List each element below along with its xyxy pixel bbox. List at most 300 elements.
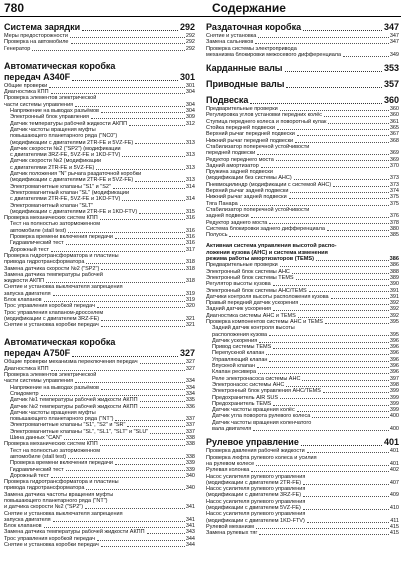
toc-entry-title: (модификации с двигателями 2TR-FE и 1KD-FTV) (10, 208, 138, 215)
toc-entry-title: (модификации с двигателем 3RZ-FE) (4, 315, 100, 322)
dot-leader (135, 181, 185, 182)
toc-entry-title: Напряжение на выводах разъёмов (10, 108, 99, 115)
toc-entry-page: 292 (185, 45, 195, 52)
toc-entry-page: 313 (185, 152, 195, 159)
dot-leader (101, 546, 185, 547)
toc-entry-line: Тест на полностью заторможенном (10, 447, 101, 454)
toc-entry-page: 292 (185, 33, 195, 39)
toc-entry (4, 485, 195, 491)
dot-leader (324, 116, 389, 117)
dot-leader (333, 186, 389, 187)
toc-entry-page: 318 (185, 259, 195, 266)
toc-entry-title: Перепускной клапан (212, 350, 265, 357)
toc-entry-page: 340 (185, 472, 195, 479)
toc-entry-page: 399 (389, 388, 399, 395)
toc-entry-page: 360 (389, 112, 399, 119)
dot-leader (289, 198, 389, 199)
toc-entry-page: 316 (185, 240, 195, 247)
toc-entry-page: 314 (185, 196, 195, 203)
toc-entry-title: Впускной клапан (212, 363, 255, 370)
section-page: 301 (179, 71, 195, 82)
toc-entry-title: Дорожный тест (10, 472, 49, 479)
dot-leader (100, 445, 185, 446)
toc-entry-title: Ступица переднего колеса и поворотный кулак (206, 118, 327, 125)
toc-entry-title: с двигателями 2TR-FE, 5VZ-FE и 1KD-FTV) (10, 196, 121, 203)
toc-entry-page: 365 (389, 125, 399, 132)
toc-entry-page: 336 (185, 403, 195, 410)
section-page: 347 (383, 22, 399, 32)
toc-entry-page: 396 (389, 350, 399, 357)
toc-list (206, 106, 399, 238)
toc-entry-line: Проверка системы электропривода (206, 45, 297, 52)
toc-entry-title: Датчик №2 температуры рабочей жидкости АКПП (10, 403, 138, 410)
dot-leader (101, 320, 185, 321)
toc-entry-title: механизма блокировки межосевого дифференциала (206, 51, 342, 58)
dot-leader (51, 251, 185, 252)
dot-leader (297, 411, 389, 412)
toc-entry-title: Нижний рычаг задней подвески (206, 194, 287, 201)
toc-entry-title: Спидометр (10, 390, 39, 397)
toc-entry-title: Замена рулевых тяг (206, 530, 258, 537)
dot-leader (269, 223, 388, 224)
subsection-heading (206, 243, 399, 262)
dot-leader (325, 323, 389, 324)
toc-entry-line: Задний датчик контроля высоты (212, 325, 295, 332)
dot-leader (277, 129, 389, 130)
toc-entry-page: 396 (389, 356, 399, 363)
toc-entry-title: Трос управления коробкой передач (4, 535, 95, 542)
toc-entry-title: Диагностика КПП (4, 89, 49, 96)
toc-entry (4, 322, 195, 328)
toc-entry-title: Проверка компонентов системы AHC и TEMS (206, 318, 323, 325)
toc-list (206, 448, 399, 536)
toc-entry-page: 292 (185, 39, 195, 46)
toc-list (4, 359, 195, 548)
section-heading (206, 95, 399, 106)
toc-entry-page: 395 (389, 318, 399, 325)
toc-entry (206, 413, 399, 419)
section-title-cont: передач A340F (4, 71, 71, 82)
dot-leader (68, 458, 185, 459)
toc-entry-title: Задний амортизатор (206, 162, 259, 169)
toc-entry-title: Датчик угла поворота рулевого колеса (212, 413, 311, 420)
toc-entry-title: Общие проверки механизма переключения передач (4, 359, 138, 366)
dot-leader (44, 527, 185, 528)
dot-leader (64, 439, 185, 440)
toc-entry-line: Замена датчика температуры рабочей (4, 271, 103, 278)
toc-entry-title: Электромагнитные клапаны "SL", "SL1", "SLT" и "SLU" (10, 428, 149, 435)
dot-leader (122, 156, 184, 157)
toc-list (4, 33, 195, 52)
toc-entry-title: вала двигателя (212, 426, 252, 433)
toc-entry-title: Замена датчика скорости №2 ("SP2") (4, 265, 100, 272)
toc-entry-title: Датчик №1 температуры рабочей жидкости АКПП (10, 397, 138, 404)
dot-leader (296, 279, 389, 280)
toc-entry-page: 338 (185, 441, 195, 448)
section-title: Рулевое управление (206, 437, 299, 448)
toc-entry-title: (модификации с двигателем 5VZ-FE) (206, 505, 301, 511)
toc-entry (4, 140, 195, 146)
toc-entry-line: Снятие и установка выключателя запрещения (4, 510, 123, 517)
toc-entry (4, 278, 195, 284)
toc-entry-line: Насос усилителя рулевого управления (206, 511, 306, 518)
toc-entry-page: 411 (390, 517, 399, 524)
toc-entry-page: 369 (389, 150, 399, 157)
toc-entry (4, 404, 195, 410)
dot-leader (51, 370, 185, 371)
dot-leader (298, 317, 389, 318)
toc-entry-title: Датчики контроля высоты расположения кузова (206, 293, 329, 300)
toc-entry-page: 380 (389, 225, 399, 232)
toc-entry (4, 196, 195, 202)
toc-entry-line: Замена датчика частоты вращения муфты (4, 491, 114, 498)
toc-entry (4, 152, 195, 158)
toc-entry-title: Генератор (4, 45, 31, 52)
toc-entry-title: (модификации без системы AHC) (206, 175, 292, 182)
toc-entry-page: 312 (185, 120, 195, 127)
dot-leader (297, 135, 389, 136)
dot-leader (91, 118, 185, 119)
toc-entry-title: Электронный блок системы TEMS (206, 274, 294, 281)
toc-entry-page: 318 (185, 265, 195, 272)
dot-leader (86, 263, 184, 264)
page-title: Содержание (212, 1, 286, 15)
dot-leader (273, 285, 389, 286)
toc-entry-page: 400 (389, 426, 399, 433)
section-page: 292 (179, 22, 195, 32)
dot-leader (139, 213, 185, 214)
dot-leader (280, 266, 389, 267)
toc-entry-title: автомобиле (stall test) (10, 453, 67, 460)
toc-entry (4, 89, 195, 95)
dot-leader (140, 363, 185, 364)
toc-entry-title: Предварительные проверки (206, 262, 278, 269)
toc-entry-title: Реле электронасоса системы AHC (212, 375, 301, 382)
dot-leader (251, 471, 388, 472)
toc-entry (4, 121, 195, 127)
section-heading (206, 22, 399, 33)
dot-leader (251, 217, 389, 218)
subsection-title: ложения кузова (AHC) и система изменения (206, 249, 328, 256)
toc-entry-line: Стабилизатор поперечной устойчивости (206, 143, 310, 150)
toc-entry-title: Блок клапанов (4, 523, 42, 530)
toc-entry-title: Блок клапанов (4, 296, 42, 303)
toc-entry-page: 367 (389, 131, 399, 138)
toc-entry-line: Насос усилителя рулевого управления (206, 473, 306, 480)
dot-leader (273, 310, 389, 311)
toc-entry-title: Электронный блок системы AHC/TEMS (206, 287, 307, 294)
toc-entry-title: Нижний рычаг передней подвески (206, 137, 294, 144)
toc-entry-page: 316 (185, 234, 195, 241)
toc-entry-title: Проверка давления рабочей жидкости (206, 448, 305, 455)
toc-entry-page: 339 (185, 466, 195, 473)
section-page: 357 (383, 79, 399, 90)
toc-entry-page: 407 (389, 479, 399, 486)
dot-leader (70, 37, 185, 38)
toc-entry-title: Датчик частоты вращения колёс (212, 407, 295, 414)
toc-entry-page: 391 (389, 293, 399, 300)
subsection-page: 386 (389, 256, 399, 263)
toc-entry-title: Дорожный тест (10, 246, 49, 253)
toc-entry-page: 401 (389, 448, 399, 455)
dot-leader (115, 420, 184, 421)
toc-entry-title: Регулировка углов установки передних колёс (206, 112, 323, 119)
dot-leader (96, 169, 184, 170)
toc-entry-title: Тяга Панара (206, 200, 238, 207)
dot-leader (75, 106, 185, 107)
dot-leader (240, 205, 389, 206)
section-title: Раздаточная коробка (206, 22, 302, 32)
dot-leader (85, 508, 185, 509)
toc-entry-page: 390 (389, 281, 399, 288)
toc-entry-page: 347 (389, 39, 399, 46)
toc-entry-title: Снятие и установка коробки передач (4, 322, 99, 329)
toc-entry-title: на рулевом колесе (206, 460, 255, 467)
dot-leader (256, 465, 389, 466)
dot-leader (257, 154, 389, 155)
toc-entry-page: 344 (185, 542, 195, 549)
toc-entry-page: 415 (389, 523, 399, 530)
toc-entry-page: 399 (389, 400, 399, 407)
dot-leader (290, 192, 388, 193)
subsection-title: режима работы амортизаторов (TEMS) (206, 256, 315, 263)
dot-leader (51, 477, 185, 478)
toc-entry-page: 320 (185, 303, 195, 310)
toc-entry-page: 370 (389, 162, 399, 169)
dot-leader (259, 534, 388, 535)
dot-leader (303, 509, 389, 510)
toc-entry-page: 341 (185, 504, 195, 511)
toc-entry-page: 391 (389, 287, 399, 294)
toc-entry-title: Общие проверки (4, 82, 48, 89)
toc-entry-title: привода гидротрансформатора (4, 485, 85, 492)
dot-leader (113, 188, 185, 189)
toc-entry-line: повышающего планетарного ряда ("NT") (4, 498, 108, 504)
toc-entry-page: 316 (185, 215, 195, 222)
toc-entry-page: 396 (389, 337, 399, 344)
toc-entry-page: 373 (389, 175, 399, 182)
toc-entry-page: 313 (185, 164, 195, 171)
toc-entry (4, 46, 195, 52)
toc-entry-title: автомобиле (stall test) (10, 227, 67, 234)
toc-entry-page: 316 (185, 227, 195, 234)
toc-entry-title: (модификации с двигателем 2TR-FE) (206, 479, 302, 486)
toc-entry-page: 385 (389, 232, 399, 239)
toc-entry-line: Датчик частоты вращения муфты (10, 126, 96, 133)
dot-leader (150, 433, 185, 434)
dot-leader (300, 304, 389, 305)
dot-leader (307, 522, 389, 523)
toc-entry-title: Стойка передней подвески (206, 125, 275, 132)
toc-entry-page: 392 (389, 312, 399, 319)
dot-leader (32, 50, 184, 51)
dot-leader (51, 93, 185, 94)
toc-entry-title: с двигателями 2TR-FE и 5VZ-FE) (10, 164, 95, 171)
toc-entry-title: Система блокировки заднего дифференциала (206, 225, 325, 232)
left-column (4, 22, 195, 548)
toc-entry-title: Проверка механических систем КПП (4, 215, 98, 222)
toc-entry-page: 349 (389, 51, 399, 58)
toc-entry-page: 309 (185, 114, 195, 121)
section-title: Система зарядки (4, 22, 81, 32)
section-page: 401 (383, 437, 399, 448)
toc-entry (206, 505, 399, 511)
toc-entry-page: 360 (389, 106, 399, 113)
dot-leader (101, 389, 185, 390)
dot-leader (280, 110, 389, 111)
toc-entry-title: Правый передний датчик ускорения (206, 300, 299, 307)
toc-entry-title: Управляющий клапан (212, 356, 268, 363)
toc-entry-title: (модификации с двигателем 1KD-FTV) (206, 517, 305, 524)
toc-entry-page: 337 (185, 422, 195, 429)
toc-entry-title: Электронный блок управления (10, 114, 89, 121)
dot-leader (323, 392, 389, 393)
toc-entry-title: Редуктор заднего моста (206, 219, 268, 226)
toc-entry-page: 401 (389, 460, 399, 467)
toc-entry-title: жидкости АКПП (4, 278, 45, 285)
dot-leader (71, 43, 185, 44)
toc-entry-line: Электромагнитный клапан "SL" (модификации (10, 189, 130, 196)
toc-entry-title: Гидравлический тест (10, 240, 64, 247)
dot-leader (44, 301, 185, 302)
toc-entry-page: 378 (389, 219, 399, 226)
dot-leader (129, 125, 185, 126)
toc-entry (4, 184, 195, 190)
dot-leader (257, 367, 389, 368)
toc-entry-page: 339 (185, 460, 195, 467)
toc-entry-title: (модификации с двигателем 3RZ-FE) (206, 492, 302, 499)
page-header (0, 0, 401, 16)
dot-leader (229, 236, 388, 237)
section-heading (4, 337, 195, 359)
toc-entry-page: 392 (389, 306, 399, 313)
section-title: Подвеска (206, 95, 249, 106)
dot-leader (276, 160, 389, 161)
dot-leader (127, 426, 184, 427)
dot-leader (49, 87, 185, 88)
toc-entry (206, 163, 399, 169)
dot-leader (101, 326, 185, 327)
dot-leader (75, 382, 185, 383)
toc-entry-title: Электронасос системы AHC (212, 381, 285, 388)
toc-entry (4, 215, 195, 221)
toc-entry-title: Шина данных "CAN" (10, 435, 62, 442)
toc-entry-page: 343 (185, 529, 195, 536)
toc-entry-title: Клапан ресивера (212, 369, 257, 376)
section-title-cont: передач A750F (4, 348, 71, 359)
toc-entry-line: Проверка элементов электрической (4, 372, 97, 379)
toc-entry-page: 304 (185, 89, 195, 96)
dot-leader (294, 179, 389, 180)
toc-entry (4, 542, 195, 548)
toc-entry (4, 303, 195, 309)
dot-leader (135, 143, 185, 144)
toc-entry (4, 266, 195, 272)
dot-leader (115, 238, 185, 239)
dot-leader (140, 407, 185, 408)
toc-entry (4, 441, 195, 447)
toc-entry-page: 334 (185, 390, 195, 397)
toc-entry-page: 374 (389, 188, 399, 195)
toc-entry-page: 318 (185, 278, 195, 285)
dot-leader (307, 452, 389, 453)
dot-leader (258, 373, 389, 374)
toc-entry-title: Редуктор переднего моста (206, 156, 274, 163)
toc-entry-line: Трос управления клапаном-дросселем (4, 309, 104, 316)
dot-leader (309, 291, 389, 292)
toc-entry-page: 335 (185, 397, 195, 404)
dot-leader (68, 232, 185, 233)
section-heading (206, 79, 399, 90)
dot-leader (101, 112, 185, 113)
toc-entry-line: Пружина задней подвески (206, 169, 273, 176)
dot-leader (147, 533, 185, 534)
dot-leader (273, 348, 389, 349)
toc-entry-line: Снятие и установка выключателя запрещения (4, 284, 123, 291)
toc-entry-page: 337 (185, 416, 195, 423)
toc-entry (4, 473, 195, 479)
toc-entry-title: (модификации с двигателями 2TR-FE и 5VZ-FE) (10, 177, 134, 184)
toc-entry (206, 492, 399, 498)
dot-leader (53, 521, 185, 522)
toc-entry-page: 321 (185, 315, 195, 322)
toc-entry-page: 313 (185, 139, 195, 146)
toc-entry-title: запуска двигателя (4, 516, 51, 523)
dot-leader (253, 430, 389, 431)
toc-entry-title: Электронный блок управления AHC/TEMS (212, 388, 321, 395)
subsection-title: Активная система управления высотой распо- (206, 243, 337, 250)
toc-entry-line: Датчик частоты вращения коленчатого (212, 419, 312, 426)
toc-entry-page: 327 (185, 365, 195, 372)
toc-entry-line: Проверка гидротрансформатора и пластины (4, 479, 119, 486)
dot-leader (303, 484, 389, 485)
dot-leader (273, 405, 388, 406)
header-rule (0, 16, 401, 17)
toc-entry-page: 341 (185, 523, 195, 530)
toc-entry-page: 399 (389, 394, 399, 401)
toc-entry-title: Проверка времени включения передачи (10, 234, 113, 241)
dot-leader (97, 540, 185, 541)
toc-entry-page: 392 (389, 300, 399, 307)
section-title: Автоматическая коробка (4, 60, 116, 71)
toc-entry-page: 368 (389, 137, 399, 144)
toc-entry-line: Датчик скорости №2 ("SP2") (модификации (10, 145, 121, 152)
toc-entry-title: Замена сальников (206, 39, 254, 46)
toc-entry-page: 338 (185, 435, 195, 442)
toc-entry-page: 375 (389, 200, 399, 207)
toc-entry-title: повышающего планетарного ряда ("NT") (10, 416, 114, 423)
dot-leader (286, 386, 388, 387)
section-heading (4, 61, 195, 83)
toc-entry-page: 304 (185, 101, 195, 108)
toc-entry-page: 389 (389, 274, 399, 281)
section-heading (4, 22, 195, 33)
section-heading (206, 63, 399, 74)
toc-entry (206, 480, 399, 486)
toc-entry-page: 369 (389, 156, 399, 163)
toc-entry-title: Рулевой механизм (206, 523, 254, 530)
toc-entry-page: 319 (185, 296, 195, 303)
toc-entry-title: Снятие и установка (206, 33, 257, 39)
dot-leader (261, 167, 389, 168)
toc-entry (206, 138, 399, 144)
toc-entry-title: Проверка механических систем КПП (4, 441, 98, 448)
toc-entry-title: (модификации с двигателями 2TR-FE и 5VZ-FE) (10, 139, 134, 146)
toc-entry (206, 52, 399, 58)
toc-entry-page: 327 (185, 359, 195, 366)
toc-entry-page: 338 (185, 453, 195, 460)
toc-entry-page: 361 (389, 118, 399, 125)
